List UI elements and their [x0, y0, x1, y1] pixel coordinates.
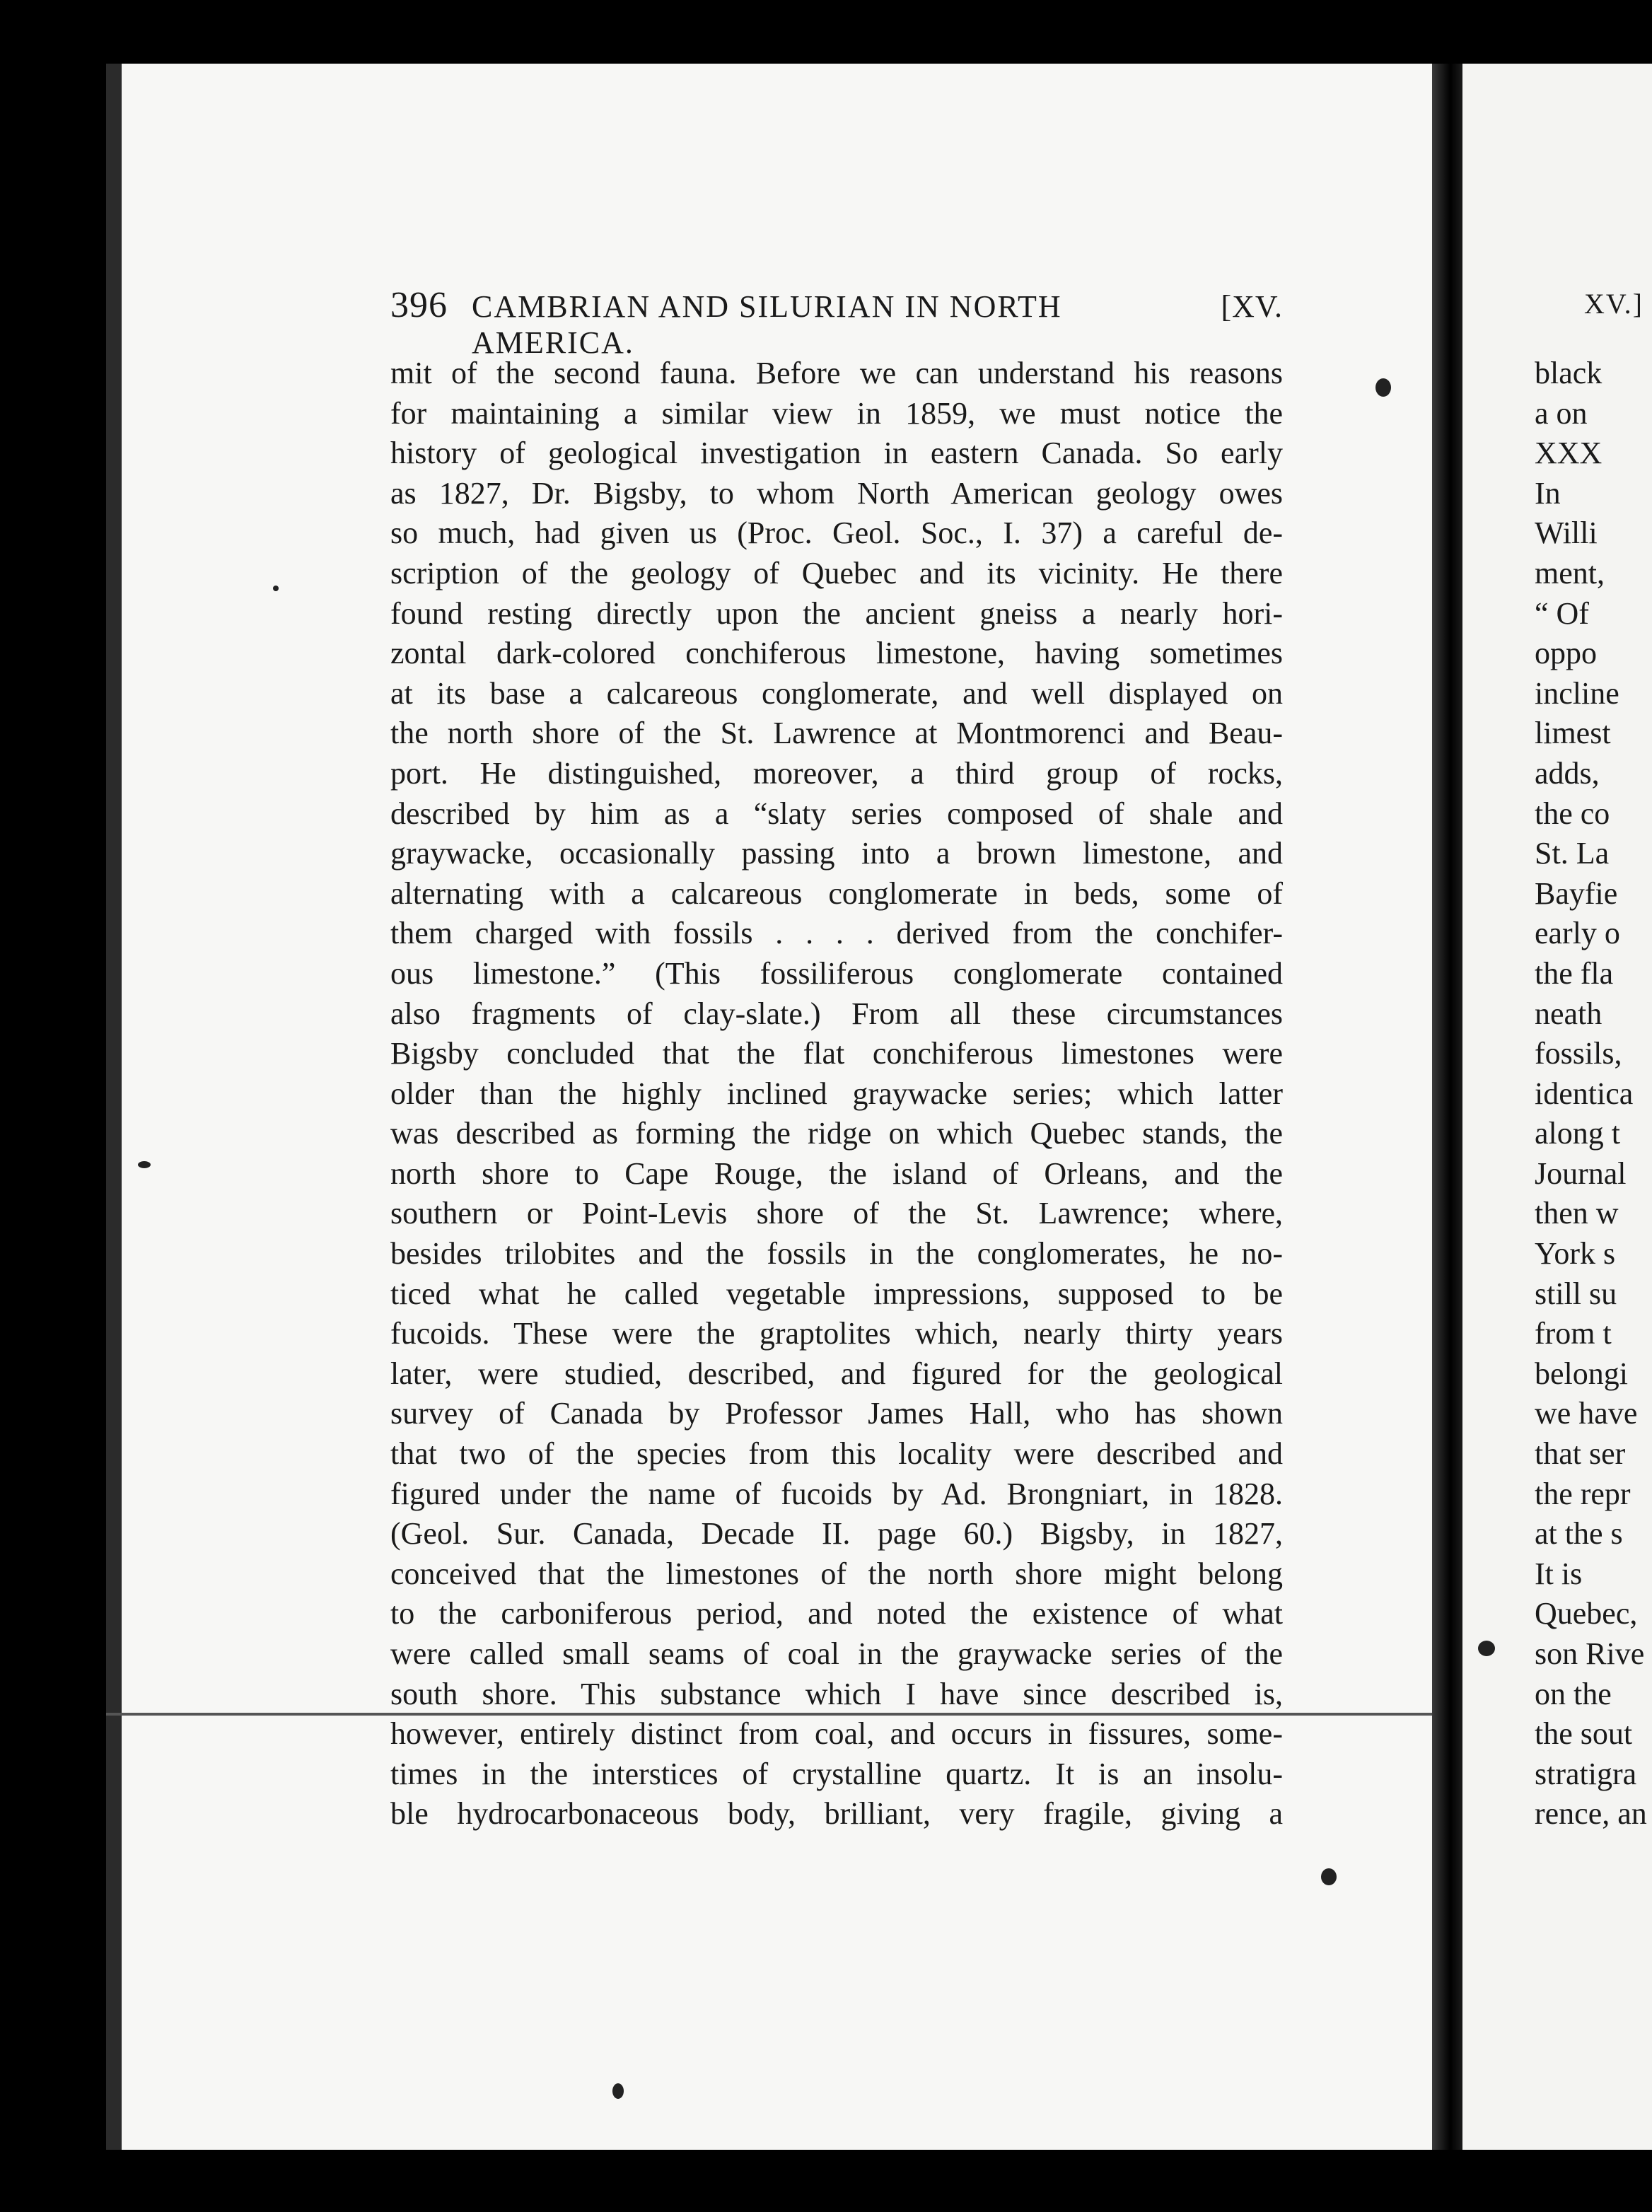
scan-speck: [1321, 1868, 1337, 1885]
scan-speck: [273, 586, 279, 591]
text-line: figured under the name of fucoids by Ad. Brongniart, in 1828.: [390, 1476, 1283, 1511]
right-page-line: stratigra: [1535, 1756, 1637, 1791]
text-line: that two of the species from this locality were described and: [390, 1436, 1283, 1472]
right-page-line: rence, an: [1535, 1796, 1647, 1832]
right-page-line: Journal: [1535, 1156, 1627, 1191]
text-line: was described as forming the ridge on which Quebec stands, the: [390, 1116, 1283, 1151]
right-page-line: incline: [1535, 675, 1619, 711]
text-line: to the carboniferous period, and noted the existence of what: [390, 1596, 1283, 1631]
right-page-line: at the s: [1535, 1516, 1623, 1552]
text-line: ous limestone.” (This fossiliferous conglomerate contained: [390, 955, 1283, 991]
right-page-line: neath: [1535, 996, 1602, 1031]
scan-line-artifact: [106, 1713, 1432, 1716]
right-page-line: ment,: [1535, 555, 1605, 590]
book-gutter: [1432, 64, 1462, 2150]
text-line: south shore. This substance which I have since described is,: [390, 1676, 1283, 1711]
text-line: so much, had given us (Proc. Geol. Soc., I. 37) a careful de-: [390, 516, 1283, 551]
right-page-line: York s: [1535, 1236, 1616, 1271]
right-page-line: oppo: [1535, 636, 1597, 671]
scan-speck: [1375, 378, 1391, 397]
page-header: [390, 284, 1283, 360]
text-line: older than the highly inclined graywacke series; which latter: [390, 1076, 1283, 1111]
right-page-line: black: [1535, 356, 1602, 390]
right-page-line: the repr: [1535, 1476, 1631, 1511]
text-line: at its base a calcareous conglomerate, and well displayed on: [390, 675, 1283, 711]
right-page-line: belongi: [1535, 1356, 1628, 1391]
right-page-line: Bayfie: [1535, 875, 1618, 911]
text-line: graywacke, occasionally passing into a brown limestone, and: [390, 836, 1283, 871]
scan-speck: [1478, 1641, 1495, 1656]
right-page-line: then w: [1535, 1196, 1619, 1231]
text-line: conceived that the limestones of the north shore might belong: [390, 1556, 1283, 1591]
text-line: besides trilobites and the fossils in the conglomerates, he no-: [390, 1236, 1283, 1271]
text-line: (Geol. Sur. Canada, Decade II. page 60.) Bigsby, in 1827,: [390, 1516, 1283, 1552]
text-line: fucoids. These were the graptolites which, nearly thirty years: [390, 1316, 1283, 1351]
text-line: times in the interstices of crystalline quartz. It is an insolu-: [390, 1756, 1283, 1791]
right-page-line: the fla: [1535, 955, 1614, 991]
right-page-line: Willi: [1535, 516, 1598, 551]
text-line: described by him as a “slaty series composed of shale and: [390, 796, 1283, 831]
right-page-line: early o: [1535, 916, 1620, 951]
body-text: [390, 354, 1283, 1834]
right-page-line: It is: [1535, 1556, 1583, 1591]
text-line: southern or Point-Levis shore of the St. Lawrence; where,: [390, 1196, 1283, 1231]
text-line: found resting directly upon the ancient gneiss a nearly hori-: [390, 595, 1283, 631]
right-page-line: fossils,: [1535, 1036, 1622, 1071]
right-page-line: on the: [1535, 1676, 1612, 1711]
section-mark: [XV.: [1221, 289, 1283, 324]
page-number: 396: [390, 285, 448, 325]
scan-speck: [612, 2083, 624, 2099]
text-line: also fragments of clay-slate.) From all these circumstances: [390, 996, 1283, 1031]
text-line: port. He distinguished, moreover, a third group of rocks,: [390, 755, 1283, 791]
text-line: mit of the second fauna. Before we can understand his reasons: [390, 356, 1283, 390]
right-page-line: Quebec,: [1535, 1596, 1638, 1631]
text-line: alternating with a calcareous conglomerate in beds, some of: [390, 875, 1283, 911]
text-line: north shore to Cape Rouge, the island of Orleans, and the: [390, 1156, 1283, 1191]
right-page-line: XXX: [1535, 436, 1602, 471]
text-line: ble hydrocarbonaceous body, brilliant, very fragile, giving a: [390, 1796, 1283, 1832]
right-page-line: “ Of: [1535, 595, 1589, 631]
right-page-header: XV.]: [1584, 288, 1644, 320]
right-page-text: [1535, 354, 1652, 1834]
scan-speck: [138, 1161, 151, 1168]
text-line: ticed what he called vegetable impressions, supposed to be: [390, 1276, 1283, 1311]
right-page-line: In: [1535, 475, 1561, 511]
right-page-line: we have: [1535, 1396, 1638, 1431]
right-page-line: St. La: [1535, 836, 1610, 871]
text-line: scription of the geology of Quebec and its vicinity. He there: [390, 555, 1283, 590]
running-head: CAMBRIAN AND SILURIAN IN NORTH AMERICA.: [472, 289, 1062, 360]
right-page-line: along t: [1535, 1116, 1620, 1151]
right-page-line: son Rive: [1535, 1636, 1645, 1671]
text-line: Bigsby concluded that the flat conchiferous limestones were: [390, 1036, 1283, 1071]
text-line: the north shore of the St. Lawrence at Montmorenci and Beau-: [390, 716, 1283, 751]
right-page-line: adds,: [1535, 755, 1600, 791]
text-line: for maintaining a similar view in 1859, we must notice the: [390, 395, 1283, 431]
right-page-line: identica: [1535, 1076, 1634, 1111]
right-page-line: from t: [1535, 1316, 1612, 1351]
text-line: zontal dark-colored conchiferous limestone, having sometimes: [390, 636, 1283, 671]
right-page-line: a on: [1535, 395, 1588, 431]
text-line: as 1827, Dr. Bigsby, to whom North American geology owes: [390, 475, 1283, 511]
text-line: them charged with fossils . . . . derived from the conchifer-: [390, 916, 1283, 951]
text-line: history of geological investigation in eastern Canada. So early: [390, 436, 1283, 471]
text-line: however, entirely distinct from coal, and occurs in fissures, some-: [390, 1716, 1283, 1752]
text-line: were called small seams of coal in the graywacke series of the: [390, 1636, 1283, 1671]
text-line: survey of Canada by Professor James Hall, who has shown: [390, 1396, 1283, 1431]
right-page-line: the co: [1535, 796, 1610, 831]
text-line: later, were studied, described, and figured for the geological: [390, 1356, 1283, 1391]
right-page-line: limest: [1535, 716, 1611, 751]
right-page-line: that ser: [1535, 1436, 1626, 1472]
right-page-line: still su: [1535, 1276, 1617, 1311]
right-page-line: the sout: [1535, 1716, 1633, 1752]
